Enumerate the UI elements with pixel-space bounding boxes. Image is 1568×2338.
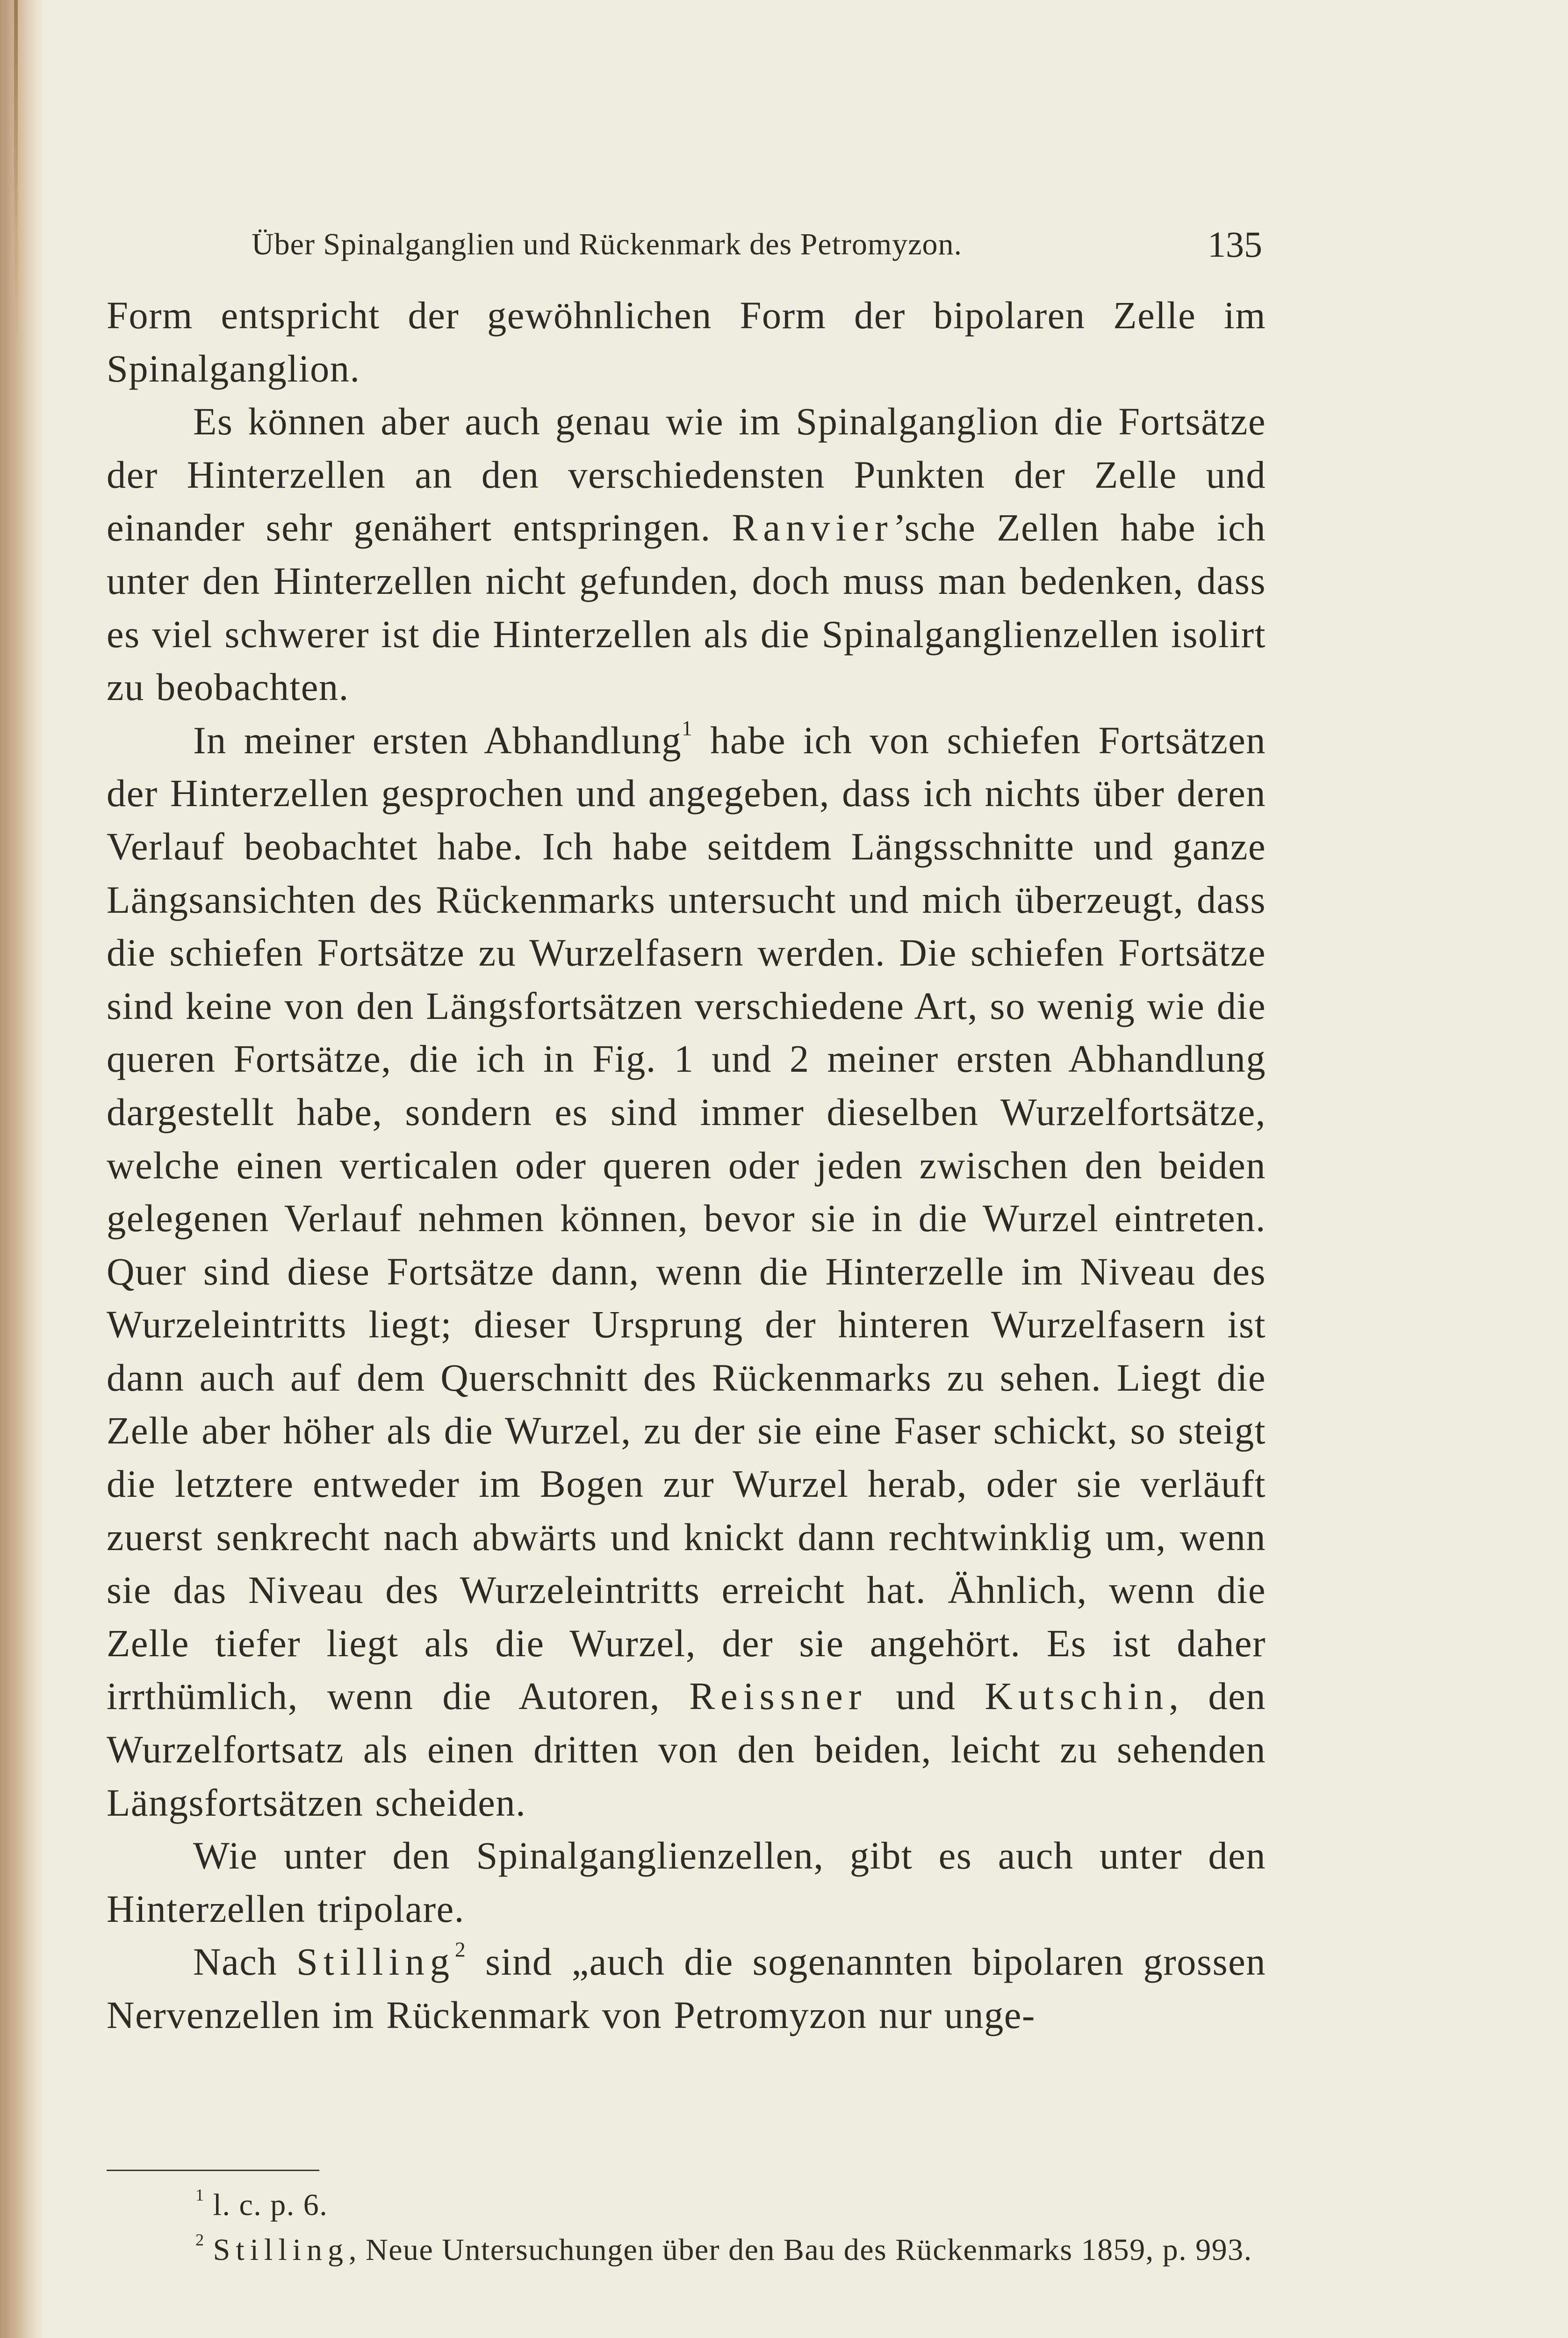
spaced-name: Reissner (689, 1674, 867, 1718)
paragraph-5 (107, 1935, 1266, 2042)
footnote-marker: 1 (682, 716, 693, 740)
text-run (205, 2233, 213, 2267)
text-run: Wie unter den Spinalganglienzellen, gibt es auch unter den Hinterzellen tripolare. (107, 1834, 1266, 1930)
spaced-name: Ranvier (732, 506, 893, 549)
text-run: Nach (193, 1940, 297, 1984)
running-title: Über Spinalganglien und Rückenmark des Petromyzon. (252, 227, 963, 261)
text-run: Form entspricht der gewöhnlichen Form der bipolaren Zelle im Spinalganglion. (107, 294, 1266, 390)
page-binding-shadow (0, 0, 44, 2338)
paragraph-1 (107, 289, 1266, 395)
footnotes (107, 2183, 1266, 2273)
spaced-name: Kutschin (985, 1674, 1169, 1718)
text-run: ’sche Zellen habe ich unter den Hinterzellen nicht gefunden, doch muss man bedenken, dass es viel schwerer ist die Hinterzellen als die Spinalganglienzellen isolirt zu beobachten. (107, 506, 1266, 709)
page-edge (14, 0, 18, 355)
text-run: habe ich von schiefen Fortsätzen der Hinterzellen gesprochen und angegeben, dass ich nichts über deren Verlauf beobachtet habe. Ich habe seitdem Längsschnitte und ganze Längsansichten des Rückenmarks untersucht und mich überzeugt, dass die schiefen Fortsätze zu Wurzelfasern werden. Die schiefen Fortsätze sind keine von den Längsfortsätzen verschiedene Art, so wenig wie die queren Fortsätze, die ich in Fig. 1 und 2 meiner ersten Abhandlung dargestellt habe, sondern es sind immer dieselben Wurzelfortsätze, welche einen verticalen oder queren oder jeden zwischen den beiden gelegenen Verlauf nehmen können, bevor sie in die Wurzel eintreten. Quer sind diese Fortsätze dann, wenn die Hinterzelle im Niveau des Wurzeleintritts liegt; dieser Ursprung der hinteren Wurzelfasern ist dann auch auf dem Querschnitt des Rückenmarks zu sehen. Liegt die Zelle aber höher als die Wurzel, zu der sie eine Faser schickt, so steigt die letztere entweder im Bogen zur Wurzel herab, oder sie verläuft zuerst senkrecht nach abwärts und knickt dann rechtwinklig um, wenn sie das Niveau des Wurzeleintritts erreicht hat. Ähnlich, wenn die Zelle tiefer liegt als die Wurzel, der sie angehört. Es ist daher irrthümlich, wenn die Autoren, (107, 718, 1266, 1718)
paragraph-4 (107, 1829, 1266, 1935)
page-number: 135 (1208, 224, 1262, 265)
footnote-divider (107, 2170, 319, 2171)
paragraph-2 (107, 395, 1266, 714)
spaced-name: Stilling (296, 1940, 455, 1984)
page-header (145, 219, 1262, 270)
body-text (107, 289, 1266, 2042)
text-run: , Neue Untersuchungen über den Bau des Rückenmarks 1859, p. 993. (349, 2233, 1252, 2267)
footnote-1 (107, 2183, 1266, 2228)
paragraph-3 (107, 714, 1266, 1829)
footnote-marker: 1 (195, 2186, 205, 2205)
footnote-marker: 2 (455, 1938, 467, 1962)
footnote-2 (107, 2228, 1266, 2273)
text-run: Es können aber auch genau wie im Spinalganglion die Fortsätze der Hinterzellen an den verschiedensten Punkten der Zelle und einander sehr genähert entspringen. (107, 400, 1266, 549)
text-run: und (867, 1674, 985, 1718)
text-run: sind „auch die sogenannten bipolaren grossen Nervenzellen im Rückenmark von Petromyzon nur unge- (107, 1940, 1266, 2036)
text-run: , den Wurzelfortsatz als einen dritten von den beiden, leicht zu sehenden Längsfortsätzen scheiden. (107, 1674, 1266, 1824)
footnote-marker: 2 (195, 2230, 205, 2250)
text-run: In meiner ersten Abhandlung (193, 718, 682, 762)
text-run: l. c. p. 6. (204, 2188, 328, 2222)
spaced-name: Stilling (213, 2233, 349, 2267)
